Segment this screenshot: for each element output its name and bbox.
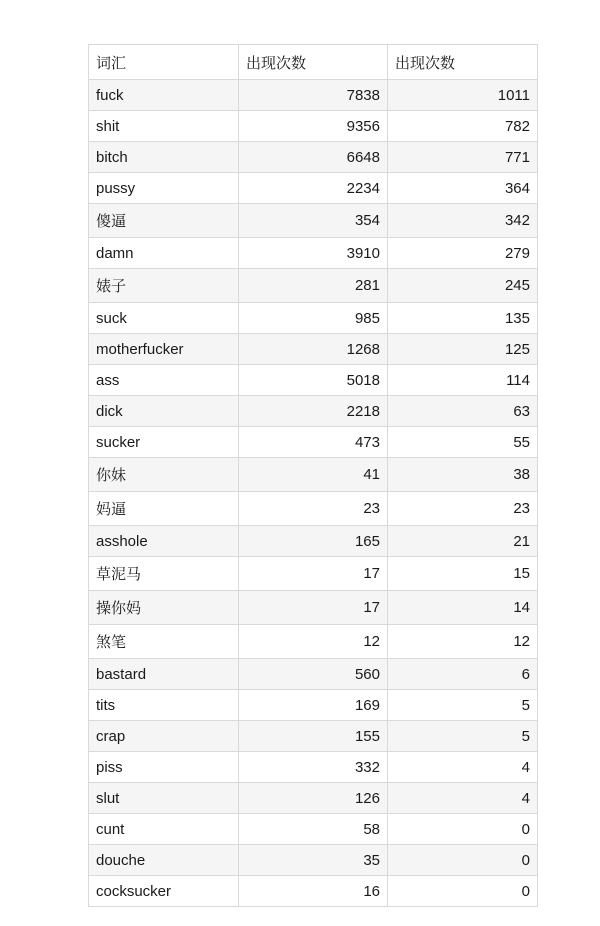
table-row xyxy=(89,876,538,907)
cell-count-a: 473 xyxy=(239,427,388,458)
cell-word: damn xyxy=(89,238,239,269)
cell-count-a: 3910 xyxy=(239,238,388,269)
table-header-row xyxy=(89,45,538,80)
cell-word: cunt xyxy=(89,814,239,845)
table-row xyxy=(89,396,538,427)
cell-word: crap xyxy=(89,721,239,752)
cell-word: shit xyxy=(89,111,239,142)
cell-count-b: 364 xyxy=(388,173,538,204)
table-row xyxy=(89,625,538,659)
table-row xyxy=(89,334,538,365)
cell-word: fuck xyxy=(89,80,239,111)
cell-count-b: 245 xyxy=(388,269,538,303)
cell-count-a: 58 xyxy=(239,814,388,845)
header-count-b: 出现次数 xyxy=(388,45,538,80)
cell-count-a: 985 xyxy=(239,303,388,334)
table-row xyxy=(89,752,538,783)
cell-word: suck xyxy=(89,303,239,334)
table-row xyxy=(89,80,538,111)
cell-count-a: 281 xyxy=(239,269,388,303)
cell-count-a: 354 xyxy=(239,204,388,238)
cell-word: piss xyxy=(89,752,239,783)
table-row xyxy=(89,238,538,269)
cell-word: cocksucker xyxy=(89,876,239,907)
cell-count-a: 332 xyxy=(239,752,388,783)
word-frequency-table-container xyxy=(88,44,537,907)
table-row xyxy=(89,492,538,526)
cell-count-b: 782 xyxy=(388,111,538,142)
table-row xyxy=(89,111,538,142)
cell-word: bastard xyxy=(89,659,239,690)
table-body xyxy=(89,80,538,907)
cell-word: sucker xyxy=(89,427,239,458)
table-row xyxy=(89,783,538,814)
cell-count-b: 0 xyxy=(388,876,538,907)
cell-count-b: 5 xyxy=(388,690,538,721)
cell-count-a: 5018 xyxy=(239,365,388,396)
cell-count-a: 560 xyxy=(239,659,388,690)
table-row xyxy=(89,173,538,204)
cell-word: 草泥马 xyxy=(89,557,239,591)
header-count-a: 出现次数 xyxy=(239,45,388,80)
cell-word: 婊子 xyxy=(89,269,239,303)
cell-count-a: 12 xyxy=(239,625,388,659)
cell-count-b: 771 xyxy=(388,142,538,173)
table-row xyxy=(89,365,538,396)
cell-word: dick xyxy=(89,396,239,427)
table-row xyxy=(89,458,538,492)
cell-count-a: 7838 xyxy=(239,80,388,111)
table-row xyxy=(89,557,538,591)
table-row xyxy=(89,269,538,303)
cell-word: 煞笔 xyxy=(89,625,239,659)
cell-word: asshole xyxy=(89,526,239,557)
cell-word: pussy xyxy=(89,173,239,204)
cell-word: 傻逼 xyxy=(89,204,239,238)
cell-count-a: 6648 xyxy=(239,142,388,173)
cell-count-a: 2234 xyxy=(239,173,388,204)
cell-count-b: 1011 xyxy=(388,80,538,111)
cell-count-a: 155 xyxy=(239,721,388,752)
cell-count-a: 23 xyxy=(239,492,388,526)
cell-count-a: 1268 xyxy=(239,334,388,365)
cell-count-b: 135 xyxy=(388,303,538,334)
table-row xyxy=(89,845,538,876)
cell-count-a: 165 xyxy=(239,526,388,557)
cell-count-a: 126 xyxy=(239,783,388,814)
cell-word: slut xyxy=(89,783,239,814)
cell-count-a: 16 xyxy=(239,876,388,907)
cell-count-b: 5 xyxy=(388,721,538,752)
cell-count-b: 15 xyxy=(388,557,538,591)
cell-count-b: 12 xyxy=(388,625,538,659)
cell-count-a: 17 xyxy=(239,591,388,625)
table-row xyxy=(89,142,538,173)
cell-count-b: 23 xyxy=(388,492,538,526)
cell-count-a: 35 xyxy=(239,845,388,876)
cell-count-a: 41 xyxy=(239,458,388,492)
table-row xyxy=(89,427,538,458)
table-row xyxy=(89,303,538,334)
table-row xyxy=(89,591,538,625)
cell-word: motherfucker xyxy=(89,334,239,365)
cell-word: douche xyxy=(89,845,239,876)
cell-count-b: 279 xyxy=(388,238,538,269)
word-frequency-table xyxy=(88,44,538,907)
cell-word: 妈逼 xyxy=(89,492,239,526)
cell-count-b: 6 xyxy=(388,659,538,690)
cell-count-b: 0 xyxy=(388,845,538,876)
cell-count-b: 4 xyxy=(388,752,538,783)
header-word: 词汇 xyxy=(89,45,239,80)
cell-count-b: 63 xyxy=(388,396,538,427)
table-row xyxy=(89,690,538,721)
cell-count-b: 114 xyxy=(388,365,538,396)
cell-count-a: 9356 xyxy=(239,111,388,142)
cell-count-b: 342 xyxy=(388,204,538,238)
table-row xyxy=(89,204,538,238)
cell-count-b: 4 xyxy=(388,783,538,814)
cell-word: 操你妈 xyxy=(89,591,239,625)
table-row xyxy=(89,814,538,845)
cell-word: bitch xyxy=(89,142,239,173)
cell-count-a: 169 xyxy=(239,690,388,721)
table-row xyxy=(89,659,538,690)
table-row xyxy=(89,526,538,557)
cell-count-b: 14 xyxy=(388,591,538,625)
table-row xyxy=(89,721,538,752)
cell-count-b: 38 xyxy=(388,458,538,492)
cell-count-b: 0 xyxy=(388,814,538,845)
cell-count-b: 55 xyxy=(388,427,538,458)
cell-count-a: 17 xyxy=(239,557,388,591)
cell-count-b: 125 xyxy=(388,334,538,365)
cell-count-b: 21 xyxy=(388,526,538,557)
cell-word: ass xyxy=(89,365,239,396)
cell-count-a: 2218 xyxy=(239,396,388,427)
cell-word: tits xyxy=(89,690,239,721)
cell-word: 你妹 xyxy=(89,458,239,492)
